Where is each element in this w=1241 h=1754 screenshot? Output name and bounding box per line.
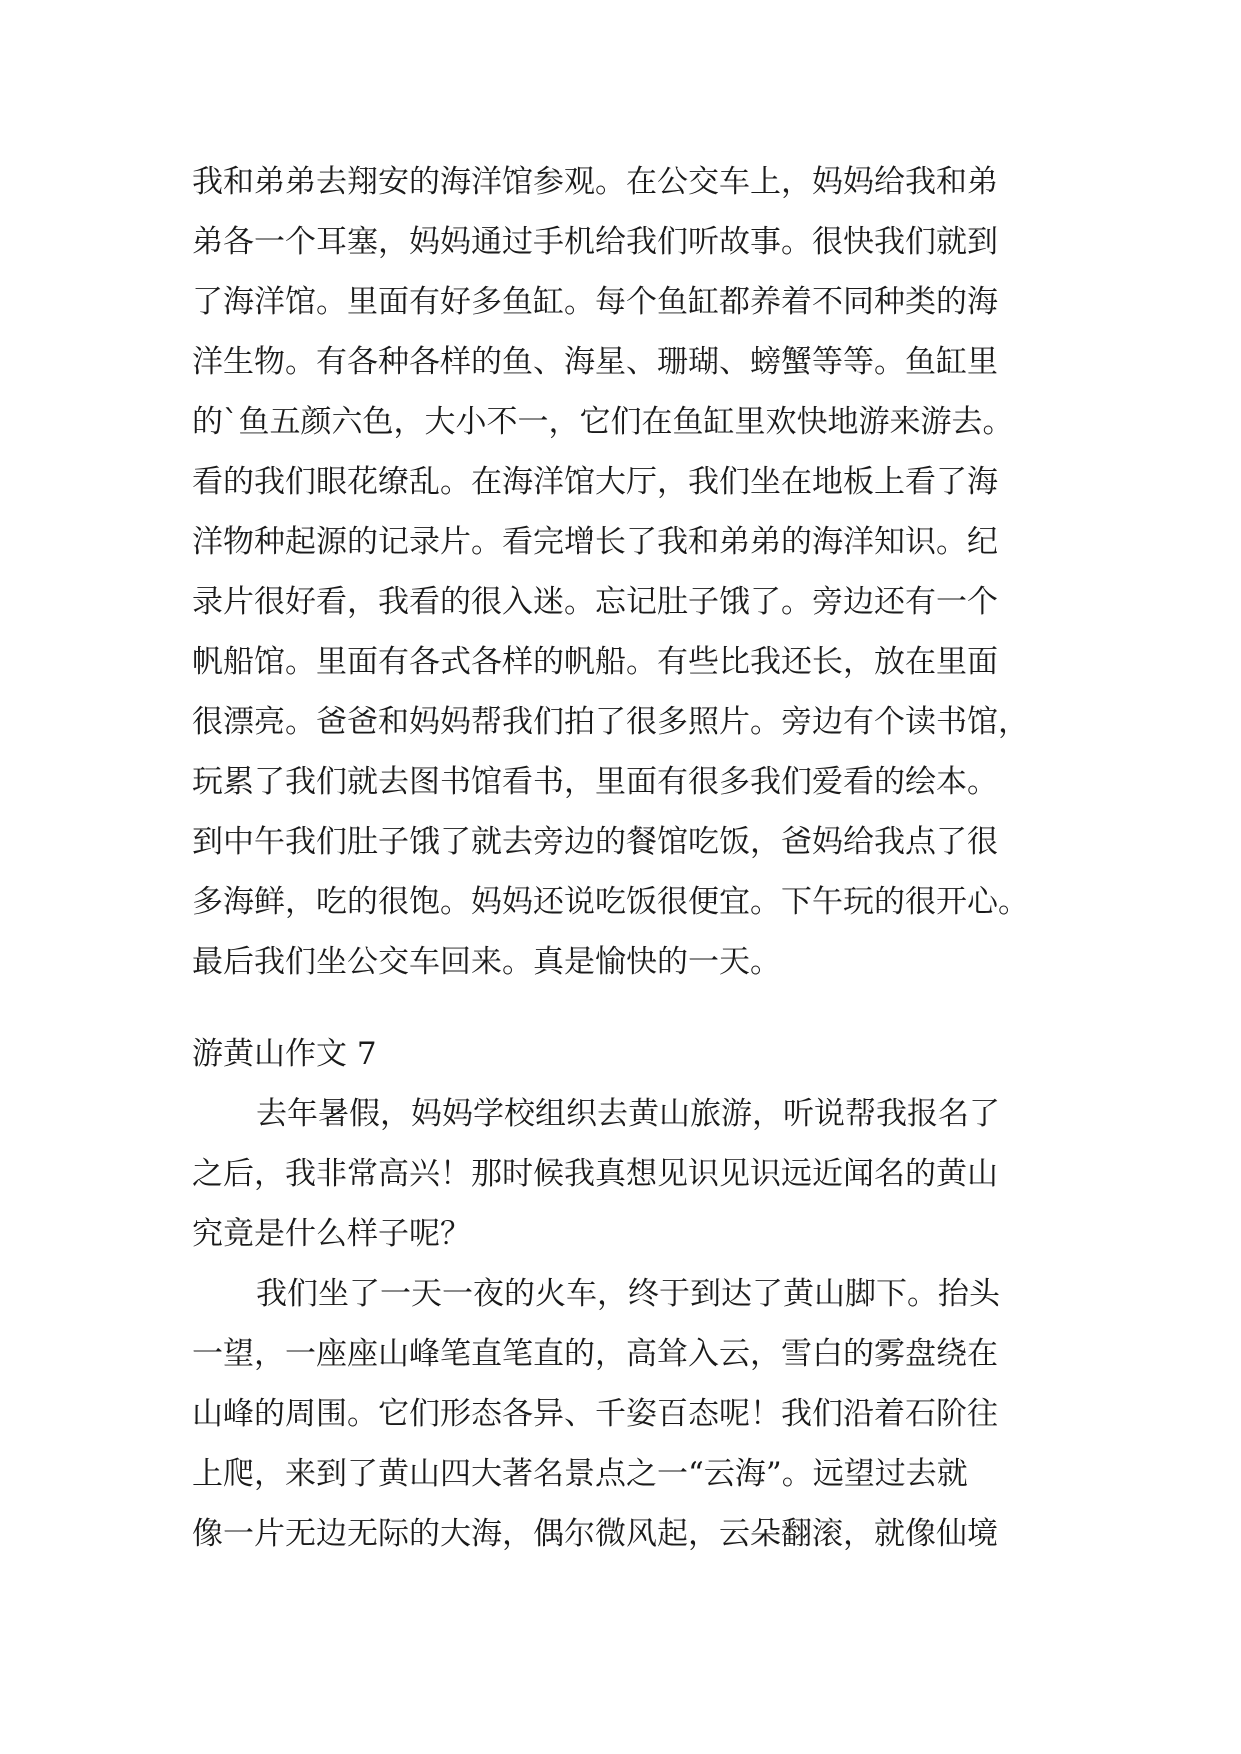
- text-line: 看的我们眼花缭乱。在海洋馆大厅，我们坐在地板上看了海: [192, 464, 998, 500]
- text-line: 之后，我非常高兴！那时候我真想见识见识远近闻名的黄山: [192, 1156, 998, 1192]
- essay-heading-block: [192, 1024, 1062, 1084]
- text-line: 洋生物。有各种各样的鱼、海星、珊瑚、螃蟹等等。鱼缸里: [192, 344, 998, 380]
- text-line: 山峰的周围。它们形态各异、千姿百态呢！我们沿着石阶往: [192, 1396, 998, 1432]
- text-line: 多海鲜，吃的很饱。妈妈还说吃饭很便宜。下午玩的很开心。: [192, 884, 1029, 920]
- text-line: 最后我们坐公交车回来。真是愉快的一天。: [192, 944, 781, 980]
- current-essay-text: [192, 1084, 1062, 1564]
- text-line: 上爬，来到了黄山四大著名景点之一“云海”。远望过去就: [192, 1456, 968, 1492]
- text-line: 弟各一个耳塞，妈妈通过手机给我们听故事。很快我们就到: [192, 224, 998, 260]
- previous-essay-text: [192, 152, 1062, 992]
- text-line: 究竟是什么样子呢？: [192, 1216, 471, 1252]
- text-line: 的`鱼五颜六色，大小不一，它们在鱼缸里欢快地游来游去。: [192, 404, 1014, 440]
- text-line: 帆船馆。里面有各式各样的帆船。有些比我还长，放在里面: [192, 644, 998, 680]
- paragraph-first-line: 去年暑假，妈妈学校组织去黄山旅游，听说帮我报名了: [256, 1096, 1000, 1132]
- text-line: 了海洋馆。里面有好多鱼缸。每个鱼缸都养着不同种类的海: [192, 284, 998, 320]
- essay-title: 游黄山作文 7: [192, 1036, 377, 1072]
- text-line: 很漂亮。爸爸和妈妈帮我们拍了很多照片。旁边有个读书馆，: [192, 704, 1029, 740]
- paragraph-first-line: 我们坐了一天一夜的火车，终于到达了黄山脚下。抬头: [256, 1276, 1000, 1312]
- text-line: 玩累了我们就去图书馆看书，里面有很多我们爱看的绘本。: [192, 764, 998, 800]
- text-line: 洋物种起源的记录片。看完增长了我和弟弟的海洋知识。纪: [192, 524, 998, 560]
- text-line: 到中午我们肚子饿了就去旁边的餐馆吃饭，爸妈给我点了很: [192, 824, 998, 860]
- text-line: 像一片无边无际的大海，偶尔微风起，云朵翻滚，就像仙境: [192, 1516, 998, 1552]
- text-line: 一望，一座座山峰笔直笔直的，高耸入云，雪白的雾盘绕在: [192, 1336, 998, 1372]
- text-line: 录片很好看，我看的很入迷。忘记肚子饿了。旁边还有一个: [192, 584, 998, 620]
- text-line: 我和弟弟去翔安的海洋馆参观。在公交车上，妈妈给我和弟: [192, 164, 998, 200]
